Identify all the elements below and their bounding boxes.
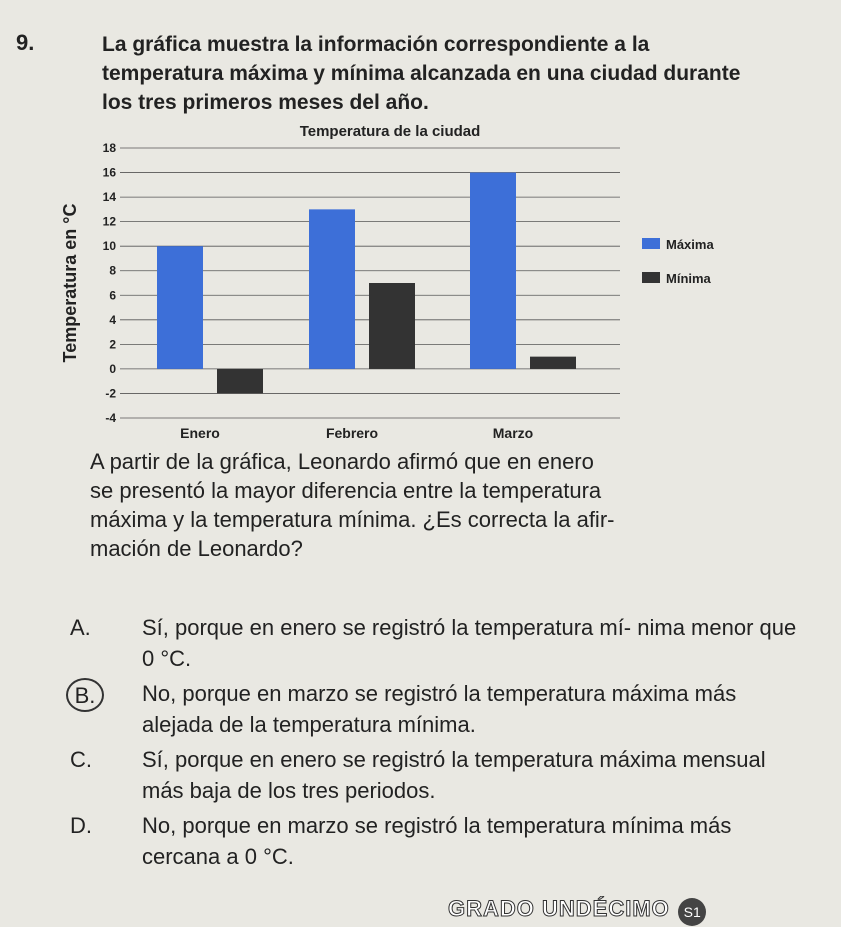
question-number: 9.	[16, 30, 35, 55]
temperature-chart	[60, 118, 760, 448]
bar-máxima-marzo	[470, 173, 516, 369]
y-tick-label: 14	[102, 190, 116, 205]
question-line: mación de Leonardo?	[90, 536, 303, 561]
bar-mínima-febrero	[369, 283, 415, 369]
option-letter: B.	[66, 678, 104, 712]
legend-label: Mínima	[666, 271, 711, 286]
option-text: Sí, porque en enero se registró la temperatura mí- nima menor que 0 °C.	[142, 615, 797, 671]
question-line: máxima y la temperatura mínima. ¿Es correcta la afir-	[90, 507, 615, 532]
y-tick-label: 18	[102, 141, 116, 155]
legend-swatch	[642, 272, 660, 283]
x-tick-label: Enero	[180, 425, 220, 441]
option-letter: C.	[70, 747, 92, 772]
y-tick-label: 0	[109, 361, 116, 376]
bar-máxima-febrero	[309, 209, 355, 369]
y-tick-label: 16	[102, 165, 116, 180]
option-a[interactable]	[70, 612, 810, 674]
question-line: A partir de la gráfica, Leonardo afirmó que en enero	[90, 449, 594, 474]
y-tick-label: 8	[109, 263, 116, 278]
option-letter: D.	[70, 813, 92, 838]
y-tick-label: 12	[102, 214, 116, 229]
footer	[448, 896, 841, 927]
y-tick-label: 10	[102, 239, 116, 254]
footer-badge: S1	[678, 898, 706, 926]
y-tick-label: 6	[109, 288, 116, 303]
option-letter: A.	[70, 615, 91, 640]
bar-mínima-enero	[217, 369, 263, 394]
question-text	[90, 447, 790, 563]
option-d[interactable]	[70, 810, 810, 872]
option-text: Sí, porque en enero se registró la temperatura máxima mensual más baja de los tres periodos.	[142, 747, 766, 803]
x-tick-label: Febrero	[325, 425, 379, 441]
legend-label: Máxima	[666, 237, 714, 252]
y-axis-label: Temperatura en °C	[60, 203, 80, 363]
y-tick-label: 4	[109, 312, 116, 327]
option-text: No, porque en marzo se registró la temperatura máxima más alejada de la temperatura mínima.	[142, 681, 737, 737]
legend-swatch	[642, 238, 660, 249]
bar-mínima-marzo	[530, 357, 576, 369]
answer-options	[70, 612, 810, 876]
option-c[interactable]	[70, 744, 810, 806]
y-tick-label: -2	[105, 386, 116, 401]
bar-máxima-enero	[157, 246, 203, 369]
footer-label: GRADO UNDÉCIMO	[448, 896, 670, 921]
option-text: No, porque en marzo se registró la temperatura mínima más cercana a 0 °C.	[142, 813, 732, 869]
chart-title: Temperatura de la ciudad	[299, 123, 481, 140]
option-b[interactable]	[70, 678, 810, 740]
question-stem: La gráfica muestra la información correspondiente a la temperatura máxima y mínima alcanzada en una ciudad durante los tres primeros meses del año.	[102, 33, 741, 114]
y-tick-label: 2	[109, 337, 116, 352]
y-tick-label: -4	[105, 411, 116, 425]
question-line: se presentó la mayor diferencia entre la temperatura	[90, 478, 602, 503]
x-tick-label: Marzo	[492, 425, 534, 441]
